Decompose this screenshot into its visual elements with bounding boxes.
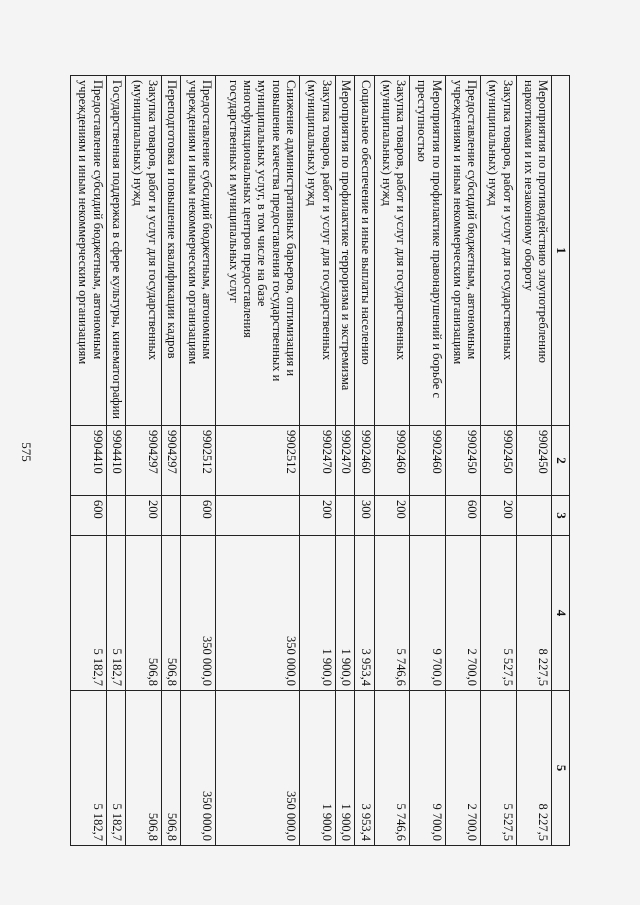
row-value-col4-cell: 5 527,5 bbox=[481, 536, 517, 691]
table-row bbox=[300, 76, 336, 846]
row-type-cell bbox=[216, 496, 300, 536]
row-name-cell: Мероприятия по противодействию злоупотреблению наркотиками и их незаконному обороту bbox=[516, 76, 552, 426]
table-row bbox=[410, 76, 446, 846]
table-row bbox=[106, 76, 125, 846]
table-row bbox=[445, 76, 481, 846]
row-type-cell: 200 bbox=[300, 496, 336, 536]
row-value-col5-cell: 350 000,0 bbox=[216, 691, 300, 846]
row-code-cell: 9902450 bbox=[516, 426, 552, 496]
row-type-cell bbox=[106, 496, 125, 536]
row-code-cell: 9904410 bbox=[106, 426, 125, 496]
row-code-cell: 9902512 bbox=[216, 426, 300, 496]
row-value-col4-cell: 506,8 bbox=[126, 536, 162, 691]
row-value-col5-cell: 3 953,4 bbox=[355, 691, 374, 846]
row-value-col4-cell: 1 900,0 bbox=[335, 536, 354, 691]
row-type-cell bbox=[410, 496, 446, 536]
row-value-col4-cell: 350 000,0 bbox=[216, 536, 300, 691]
table-row bbox=[126, 76, 162, 846]
row-type-cell bbox=[335, 496, 354, 536]
budget-table-container bbox=[70, 75, 570, 845]
row-value-col5-cell: 5 182,7 bbox=[106, 691, 125, 846]
row-type-cell: 600 bbox=[180, 496, 216, 536]
row-code-cell: 9902460 bbox=[410, 426, 446, 496]
row-value-col5-cell: 350 000,0 bbox=[180, 691, 216, 846]
row-name-cell: Государственная поддержка в сфере культуры, кинематографии bbox=[106, 76, 125, 426]
table-row bbox=[355, 76, 374, 846]
column-header: 1 bbox=[552, 76, 570, 426]
row-type-cell: 200 bbox=[126, 496, 162, 536]
row-value-col4-cell: 8 227,5 bbox=[516, 536, 552, 691]
row-value-col5-cell: 506,8 bbox=[161, 691, 180, 846]
row-value-col5-cell: 5 182,7 bbox=[71, 691, 107, 846]
table-row bbox=[180, 76, 216, 846]
row-code-cell: 9902470 bbox=[335, 426, 354, 496]
table-row bbox=[374, 76, 410, 846]
row-value-col5-cell: 1 900,0 bbox=[335, 691, 354, 846]
row-code-cell: 9902470 bbox=[300, 426, 336, 496]
row-name-cell: Предоставление субсидий бюджетным, автономным учреждениям и иным некоммерческим организациям bbox=[71, 76, 107, 426]
table-row bbox=[335, 76, 354, 846]
column-header: 4 bbox=[552, 536, 570, 691]
row-name-cell: Закупка товаров, работ и услуг для государственных (муниципальных) нужд bbox=[300, 76, 336, 426]
row-value-col4-cell: 350 000,0 bbox=[180, 536, 216, 691]
row-name-cell: Закупка товаров, работ и услуг для государственных (муниципальных) нужд bbox=[126, 76, 162, 426]
row-name-cell: Переподготовка и повышение квалификации кадров bbox=[161, 76, 180, 426]
table-row bbox=[71, 76, 107, 846]
row-type-cell bbox=[516, 496, 552, 536]
column-header: 2 bbox=[552, 426, 570, 496]
row-type-cell: 200 bbox=[481, 496, 517, 536]
row-value-col4-cell: 9 700,0 bbox=[410, 536, 446, 691]
table-row bbox=[216, 76, 300, 846]
row-value-col4-cell: 1 900,0 bbox=[300, 536, 336, 691]
row-code-cell: 9902460 bbox=[355, 426, 374, 496]
row-name-cell: Закупка товаров, работ и услуг для государственных (муниципальных) нужд bbox=[374, 76, 410, 426]
row-value-col5-cell: 5 746,6 bbox=[374, 691, 410, 846]
row-value-col4-cell: 5 182,7 bbox=[71, 536, 107, 691]
budget-table bbox=[70, 75, 570, 846]
row-value-col5-cell: 506,8 bbox=[126, 691, 162, 846]
row-value-col5-cell: 1 900,0 bbox=[300, 691, 336, 846]
row-name-cell: Мероприятия по профилактике правонарушений и борьбе с преступностью bbox=[410, 76, 446, 426]
row-name-cell: Мероприятия по профилактике терроризма и экстремизма bbox=[335, 76, 354, 426]
row-code-cell: 9902512 bbox=[180, 426, 216, 496]
page-number: 575 bbox=[19, 442, 34, 462]
row-value-col5-cell: 9 700,0 bbox=[410, 691, 446, 846]
row-type-cell: 300 bbox=[355, 496, 374, 536]
row-code-cell: 9902460 bbox=[374, 426, 410, 496]
row-code-cell: 9904410 bbox=[71, 426, 107, 496]
row-value-col4-cell: 3 953,4 bbox=[355, 536, 374, 691]
row-type-cell: 200 bbox=[374, 496, 410, 536]
row-type-cell bbox=[161, 496, 180, 536]
row-value-col4-cell: 5 182,7 bbox=[106, 536, 125, 691]
row-name-cell: Закупка товаров, работ и услуг для государственных (муниципальных) нужд bbox=[481, 76, 517, 426]
row-type-cell: 600 bbox=[71, 496, 107, 536]
row-value-col4-cell: 5 746,6 bbox=[374, 536, 410, 691]
row-code-cell: 9902450 bbox=[481, 426, 517, 496]
row-type-cell: 600 bbox=[445, 496, 481, 536]
row-value-col5-cell: 8 227,5 bbox=[516, 691, 552, 846]
column-header: 5 bbox=[552, 691, 570, 846]
row-value-col5-cell: 5 527,5 bbox=[481, 691, 517, 846]
table-row bbox=[516, 76, 552, 846]
row-name-cell: Социальное обеспечение и иные выплаты населению bbox=[355, 76, 374, 426]
row-code-cell: 9902450 bbox=[445, 426, 481, 496]
row-name-cell: Предоставление субсидий бюджетным, автономным учреждениям и иным некоммерческим организациям bbox=[180, 76, 216, 426]
row-name-cell: Предоставление субсидий бюджетным, автономным учреждениям и иным некоммерческим организациям bbox=[445, 76, 481, 426]
table-header-row bbox=[552, 76, 570, 846]
table-body bbox=[71, 76, 552, 846]
row-code-cell: 9904297 bbox=[161, 426, 180, 496]
row-code-cell: 9904297 bbox=[126, 426, 162, 496]
row-value-col4-cell: 2 700,0 bbox=[445, 536, 481, 691]
row-value-col4-cell: 506,8 bbox=[161, 536, 180, 691]
column-header: 3 bbox=[552, 496, 570, 536]
table-row bbox=[481, 76, 517, 846]
table-row bbox=[161, 76, 180, 846]
row-value-col5-cell: 2 700,0 bbox=[445, 691, 481, 846]
row-name-cell: Снижение административных барьеров, оптимизация и повышение качества предоставления государственных и муниципальных услуг, в том числе на базе многофункциональных центров предоставления государственных и муниципальных услуг bbox=[216, 76, 300, 426]
